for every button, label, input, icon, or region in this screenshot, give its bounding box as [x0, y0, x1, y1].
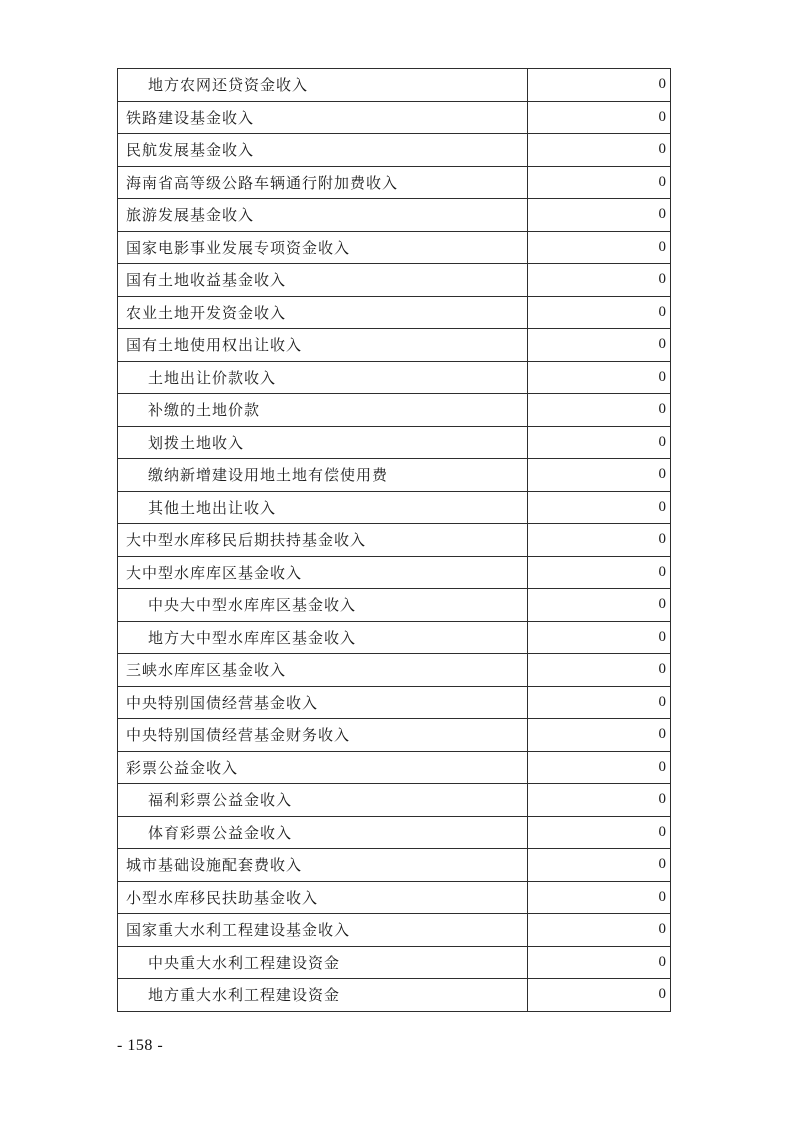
row-label: 地方重大水利工程建设资金 — [118, 979, 528, 1012]
row-label: 福利彩票公益金收入 — [118, 784, 528, 817]
table-row — [118, 816, 671, 849]
fund-income-table-body — [118, 69, 671, 1012]
row-label: 城市基础设施配套费收入 — [118, 849, 528, 882]
row-value: 0 — [528, 491, 671, 524]
row-label: 中央重大水利工程建设资金 — [118, 946, 528, 979]
table-row — [118, 881, 671, 914]
row-label: 划拨土地收入 — [118, 426, 528, 459]
row-label: 大中型水库移民后期扶持基金收入 — [118, 524, 528, 557]
row-label: 民航发展基金收入 — [118, 134, 528, 167]
row-value: 0 — [528, 654, 671, 687]
row-label: 补缴的土地价款 — [118, 394, 528, 427]
row-value: 0 — [528, 979, 671, 1012]
table-row — [118, 459, 671, 492]
table-row — [118, 979, 671, 1012]
fund-income-table — [117, 68, 671, 1012]
table-row — [118, 426, 671, 459]
table-row — [118, 946, 671, 979]
row-value: 0 — [528, 816, 671, 849]
table-row — [118, 751, 671, 784]
row-label: 大中型水库库区基金收入 — [118, 556, 528, 589]
row-value: 0 — [528, 784, 671, 817]
row-value: 0 — [528, 166, 671, 199]
table-row — [118, 296, 671, 329]
row-value: 0 — [528, 589, 671, 622]
table-row — [118, 134, 671, 167]
table-row — [118, 199, 671, 232]
table-row — [118, 654, 671, 687]
table-row — [118, 264, 671, 297]
row-label: 地方农网还贷资金收入 — [118, 69, 528, 102]
row-label: 中央特别国债经营基金收入 — [118, 686, 528, 719]
table-row — [118, 719, 671, 752]
page-number: - 158 - — [117, 1037, 164, 1054]
row-label: 国家重大水利工程建设基金收入 — [118, 914, 528, 947]
row-label: 旅游发展基金收入 — [118, 199, 528, 232]
row-value: 0 — [528, 361, 671, 394]
row-value: 0 — [528, 946, 671, 979]
row-label: 国有土地收益基金收入 — [118, 264, 528, 297]
table-row — [118, 784, 671, 817]
row-value: 0 — [528, 751, 671, 784]
row-value: 0 — [528, 556, 671, 589]
row-label: 其他土地出让收入 — [118, 491, 528, 524]
row-value: 0 — [528, 881, 671, 914]
row-value: 0 — [528, 101, 671, 134]
row-label: 中央大中型水库库区基金收入 — [118, 589, 528, 622]
row-label: 国家电影事业发展专项资金收入 — [118, 231, 528, 264]
row-value: 0 — [528, 394, 671, 427]
row-value: 0 — [528, 719, 671, 752]
table-row — [118, 686, 671, 719]
row-value: 0 — [528, 296, 671, 329]
row-value: 0 — [528, 426, 671, 459]
table-row — [118, 166, 671, 199]
row-label: 铁路建设基金收入 — [118, 101, 528, 134]
row-value: 0 — [528, 199, 671, 232]
row-label: 小型水库移民扶助基金收入 — [118, 881, 528, 914]
table-row — [118, 556, 671, 589]
row-label: 中央特别国债经营基金财务收入 — [118, 719, 528, 752]
row-label: 农业土地开发资金收入 — [118, 296, 528, 329]
row-value: 0 — [528, 134, 671, 167]
row-label: 国有土地使用权出让收入 — [118, 329, 528, 362]
row-label: 地方大中型水库库区基金收入 — [118, 621, 528, 654]
table-row — [118, 101, 671, 134]
table-row — [118, 621, 671, 654]
row-value: 0 — [528, 459, 671, 492]
table-row — [118, 491, 671, 524]
row-label: 体育彩票公益金收入 — [118, 816, 528, 849]
row-label: 海南省高等级公路车辆通行附加费收入 — [118, 166, 528, 199]
row-value: 0 — [528, 69, 671, 102]
row-value: 0 — [528, 524, 671, 557]
row-value: 0 — [528, 914, 671, 947]
table-row — [118, 524, 671, 557]
row-label: 彩票公益金收入 — [118, 751, 528, 784]
table-row — [118, 69, 671, 102]
table-row — [118, 231, 671, 264]
row-label: 土地出让价款收入 — [118, 361, 528, 394]
row-value: 0 — [528, 264, 671, 297]
row-value: 0 — [528, 849, 671, 882]
table-row — [118, 914, 671, 947]
row-value: 0 — [528, 621, 671, 654]
table-row — [118, 394, 671, 427]
table-row — [118, 589, 671, 622]
row-value: 0 — [528, 231, 671, 264]
row-value: 0 — [528, 686, 671, 719]
row-label: 缴纳新增建设用地土地有偿使用费 — [118, 459, 528, 492]
table-row — [118, 849, 671, 882]
table-row — [118, 329, 671, 362]
row-label: 三峡水库库区基金收入 — [118, 654, 528, 687]
row-value: 0 — [528, 329, 671, 362]
table-row — [118, 361, 671, 394]
